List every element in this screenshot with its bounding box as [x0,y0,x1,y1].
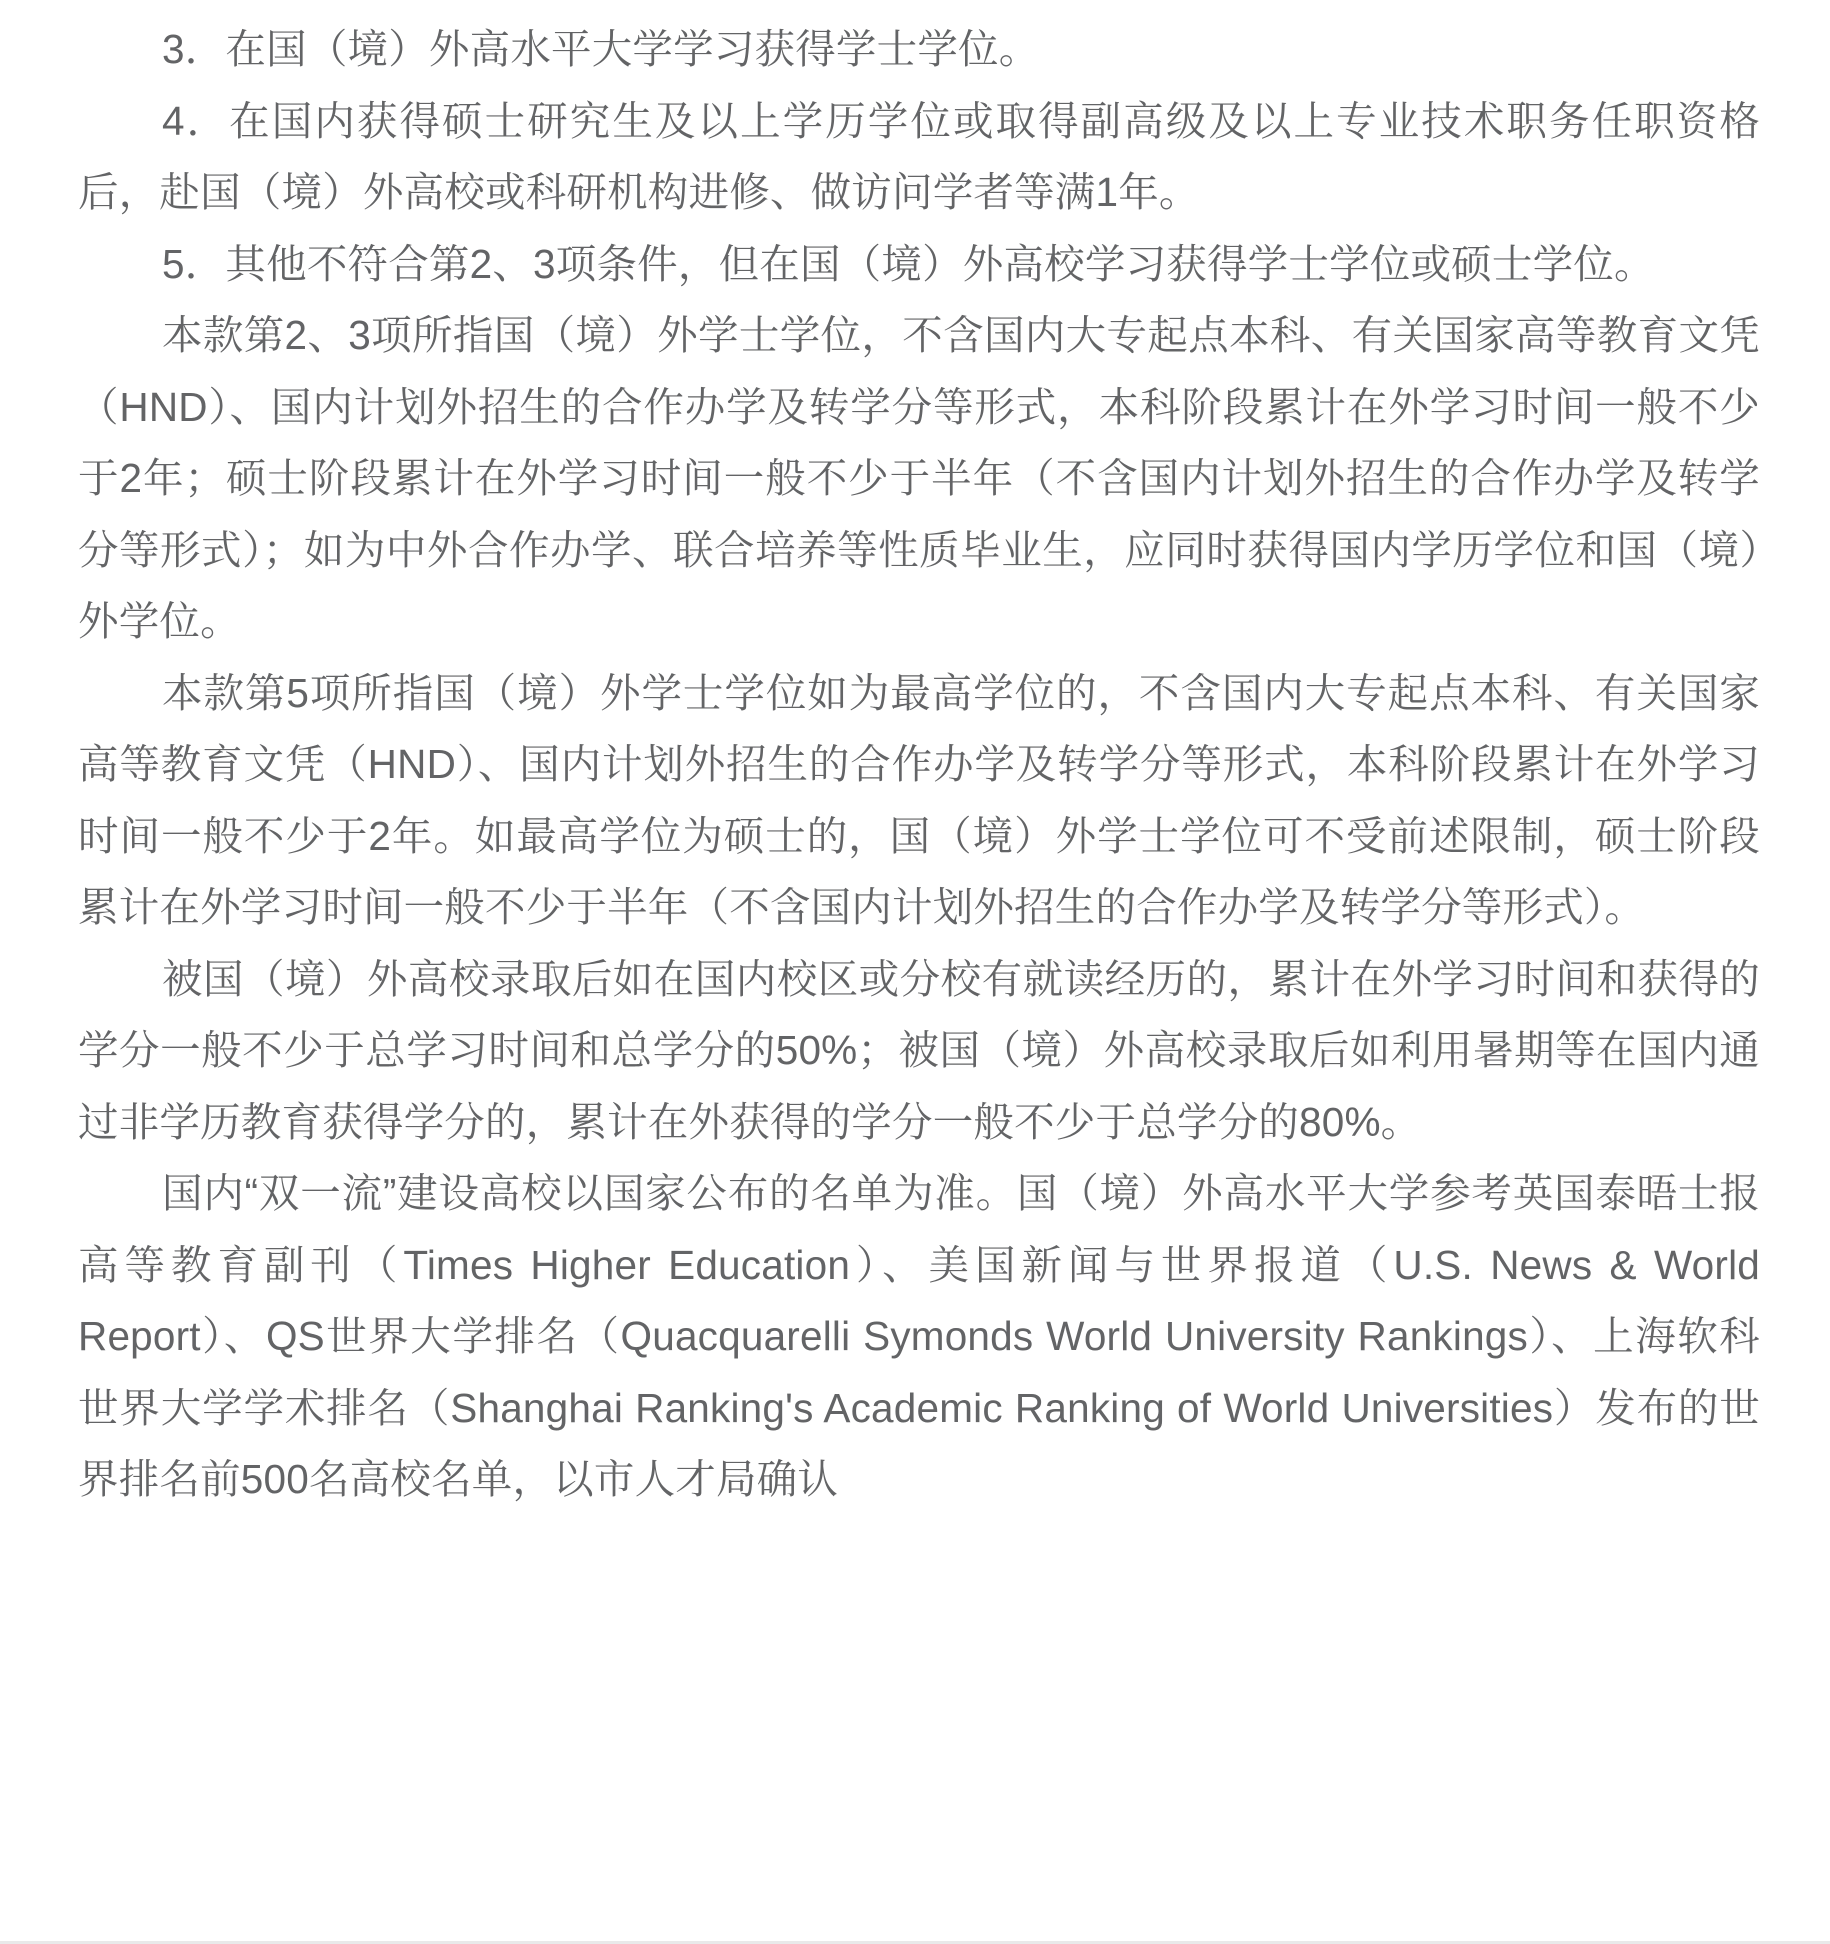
document-body [78,14,1760,1516]
note-rankings-paragraph: 国内“双一流”建设高校以国家公布的名单为准。国（境）外高水平大学参考英国泰晤士报高等教育副刊（Times Higher Education）、美国新闻与世界报道（U.S. News & World Report）、QS世界大学排名（Quacquarelli Symonds World University Rankings）、上海软科世界大学学术排名（Shanghai Ranking's Academic Ranking of World Universities）发布的世界排名前500名高校名单，以市人才局确认 [78,1170,1760,1502]
numbered-item-3: 3．在国（境）外高水平大学学习获得学士学位。 [162,26,1040,72]
numbered-item-5: 5．其他不符合第2、3项条件，但在国（境）外高校学习获得学士学位或硕士学位。 [162,240,1655,287]
note-domestic-campus-paragraph: 被国（境）外高校录取后如在国内校区或分校有就读经历的，累计在外学习时间和获得的学分一般不少于总学习时间和总学分的50%；被国（境）外高校录取后如利用暑期等在国内通过非学历教育获得学分的，累计在外获得的学分一般不少于总学分的80%。 [78,955,1760,1145]
note-items-2-3-paragraph: 本款第2、3项所指国（境）外学士学位，不含国内大专起点本科、有关国家高等教育文凭（HND）、国内计划外招生的合作办学及转学分等形式，本科阶段累计在外学习时间一般不少于2年；硕士阶段累计在外学习时间一般不少于半年（不含国内计划外招生的合作办学及转学分等形式）；如为中外合作办学、联合培养等性质毕业生，应同时获得国内学历学位和国（境）外学位。 [78,312,1760,644]
note-item-5-paragraph: 本款第5项所指国（境）外学士学位如为最高学位的，不含国内大专起点本科、有关国家高等教育文凭（HND）、国内计划外招生的合作办学及转学分等形式，本科阶段累计在外学习时间一般不少于2年。如最高学位为硕士的，国（境）外学士学位可不受前述限制，硕士阶段累计在外学习时间一般不少于半年（不含国内计划外招生的合作办学及转学分等形式）。 [78,669,1760,930]
numbered-item-4: 4．在国内获得硕士研究生及以上学历学位或取得副高级及以上专业技术职务任职资格后，赴国（境）外高校或科研机构进修、做访问学者等满1年。 [78,97,1760,215]
